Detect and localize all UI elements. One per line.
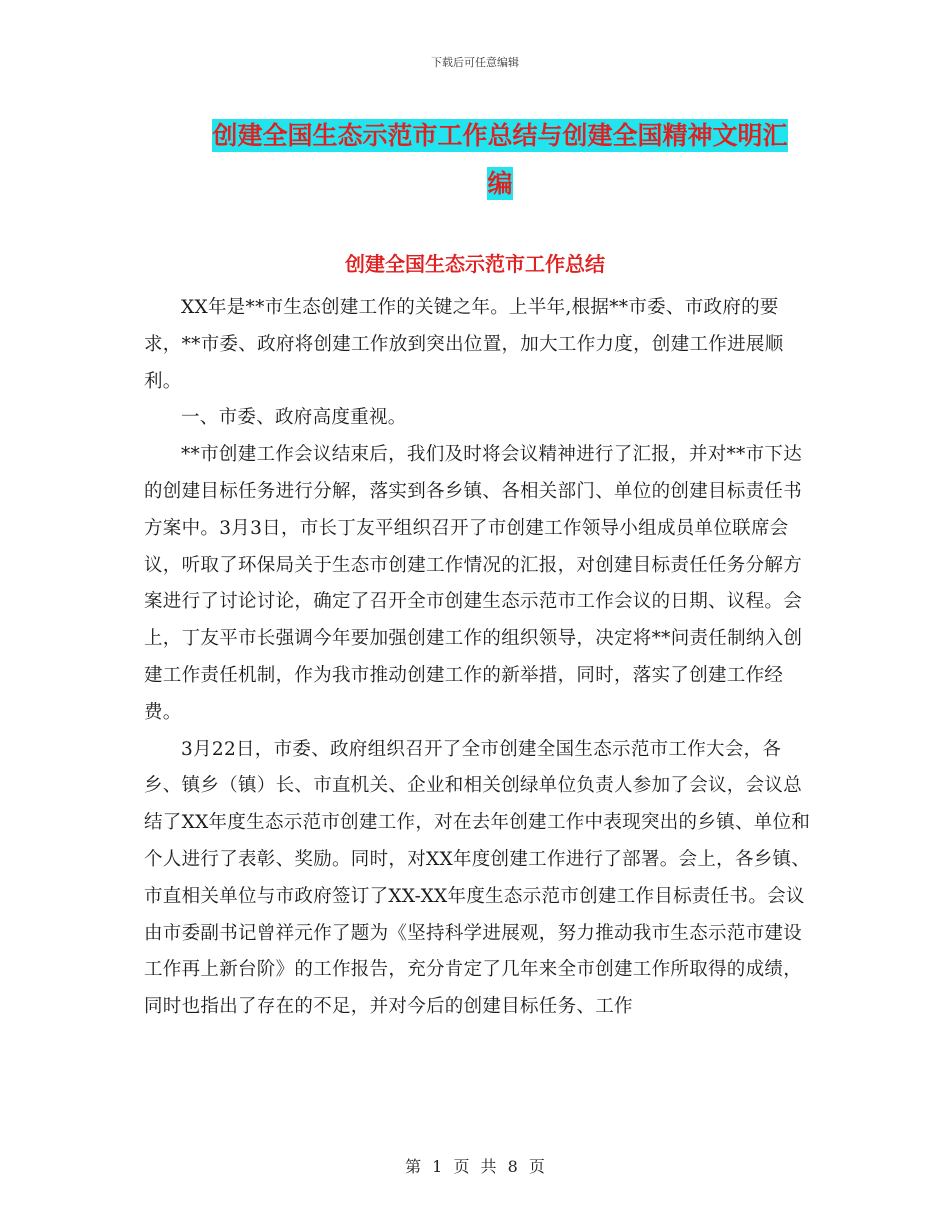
document-title-line1: 创建全国生态示范市工作总结与创建全国精神文明汇	[212, 121, 788, 150]
paragraph: 3月22日，市委、政府组织召开了全市创建全国生态示范市工作大会，各乡、镇乡（镇）长、市直机关、企业和相关创绿单位负责人参加了会议，会议总结了XX年度生态示范市创建工作，对在去年创建工作中表现突出的乡镇、单位和个人进行了表彰、奖励。同时，对XX年度创建工作进行了部署。会上，各乡镇、市直相关单位与市政府签订了XX-XX年度生态示范市创建工作目标责任书。会议由市委副书记曾祥元作了题为《坚持科学进展观，努力推动我市生态示范市建设工作再上新台阶》的工作报告，充分肯定了几年来全市创建工作所取得的成绩，同时也指出了存在的不足，并对今后的创建目标任务、工作	[144, 738, 811, 1018]
paragraph: 一、市委、政府高度重视。	[181, 407, 407, 429]
section-title: 创建全国生态示范市工作总结	[345, 252, 605, 276]
body-text	[144, 290, 812, 1026]
document-title-line2: 编	[487, 169, 513, 198]
header-note: 下载后可任意编辑	[431, 56, 519, 69]
document-title	[190, 112, 810, 208]
paragraph: **市创建工作会议结束后，我们及时将会议精神进行了汇报，并对**市下达的创建目标任务进行分解，落实到各乡镇、各相关部门、单位的创建目标责任书方案中。3月3日，市长丁友平组织召开了市创建工作领导小组成员单位联席会议，听取了环保局关于生态市创建工作情况的汇报，对创建目标责任任务分解方案进行了讨论讨论，确定了召开全市创建生态示范市工作会议的日期、议程。会上，丁友平市长强调今年要加强创建工作的组织领导，决定将**问责任制纳入创建工作责任机制，作为我市推动创建工作的新举措，同时，落实了创建工作经费。	[144, 444, 803, 723]
paragraph: XX年是**市生态创建工作的关键之年。上半年,根据**市委、市政府的要求，**市委、政府将创建工作放到突出位置，加大工作力度，创建工作进展顺利。	[144, 297, 784, 392]
page-number: 第 1 页 共 8 页	[405, 1157, 545, 1176]
